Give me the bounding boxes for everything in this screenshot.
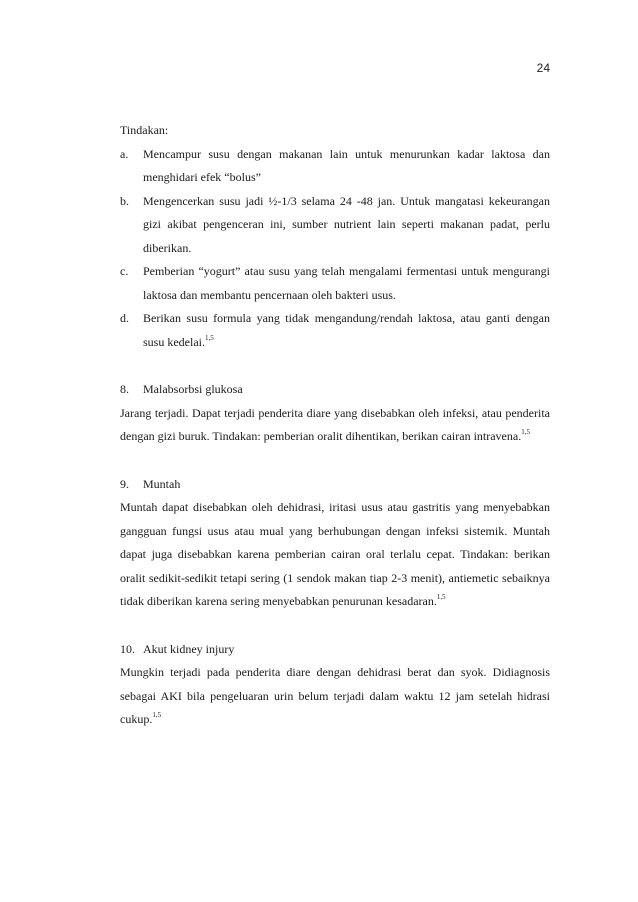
document-body (120, 119, 550, 732)
section-body (120, 661, 550, 732)
citation-superscript: 1,5 (521, 428, 530, 436)
list-item (120, 307, 550, 354)
section-title-text: Muntah (143, 476, 181, 491)
citation-superscript: 1,5 (436, 593, 446, 601)
list-marker: b. (120, 193, 129, 208)
list-marker: c. (120, 264, 129, 278)
list-item-text: Berikan susu formula yang tidak mengandung/rendah laktosa, atau ganti dengan susu kedelai. (143, 311, 550, 349)
tindakan-heading: Tindakan: (120, 123, 169, 137)
list-item (120, 260, 550, 307)
section-number: 10. (120, 641, 135, 656)
page-number: 24 (536, 61, 550, 75)
list-marker: a. (120, 146, 129, 161)
section-title (120, 638, 550, 662)
list-item-text: Mengencerkan susu jadi ½-1/3 selama 24 -48 jan. Untuk mangatasi kekeurangan gizi akibat pengenceran ini, sumber nutrient lain seperti makanan padat, perlu diberikan. (143, 193, 550, 255)
section-title (120, 473, 550, 497)
section-title-text: Malabsorbsi glukosa (143, 382, 243, 396)
section-title-text: Akut kidney injury (143, 641, 235, 656)
section-body-text: Mungkin terjadi pada penderita diare dengan dehidrasi berat dan syok. Didiagnosis sebagai AKI bila pengeluaran urin belum terjadi dalam waktu 12 jam setelah hidrasi cukup. (120, 665, 550, 726)
citation-superscript: 1,5 (152, 711, 162, 719)
section-body-text: Jarang terjadi. Dapat terjadi penderita diare yang disebabkan oleh infeksi, atau penderita dengan gizi buruk. Tindakan: pemberian oralit dihentikan, berikan cairan intravena. (120, 405, 550, 443)
citation-superscript: 1,5 (205, 333, 214, 342)
list-item-text: Pemberian “yogurt” atau susu yang telah mengalami fermentasi untuk mengurangi laktosa dan membantu pencernaan oleh bakteri usus. (143, 264, 550, 302)
section-body (120, 496, 550, 614)
section-akut-kidney-injury (120, 638, 550, 732)
list-item (120, 143, 550, 190)
section-number: 9. (120, 476, 129, 491)
list-item (120, 190, 550, 261)
tindakan-list (120, 143, 550, 355)
section-body-text: Muntah dapat disebabkan oleh dehidrasi, iritasi usus atau gastritis yang menyebabkan gangguan fungsi usus atau mual yang berhubungan dengan infeksi sistemik. Muntah dapat juga disebabkan karena pemberian cairan oral terlalu cepat. Tindakan: berikan oralit sedikit-sedikit tetapi sering (1 sendok makan tiap 2-3 menit), antiemetic sebaiknya tidak diberikan karena sering menyebabkan penurunan kesadaran. (120, 500, 550, 608)
section-title (120, 378, 550, 402)
section-body (120, 402, 550, 449)
list-item-text: Mencampur susu dengan makanan lain untuk menurunkan kadar laktosa dan menghidari efek “bolus” (143, 146, 550, 184)
section-number: 8. (120, 382, 129, 396)
section-muntah (120, 473, 550, 614)
section-malabsorbsi-glukosa (120, 378, 550, 449)
list-marker: d. (120, 311, 129, 325)
